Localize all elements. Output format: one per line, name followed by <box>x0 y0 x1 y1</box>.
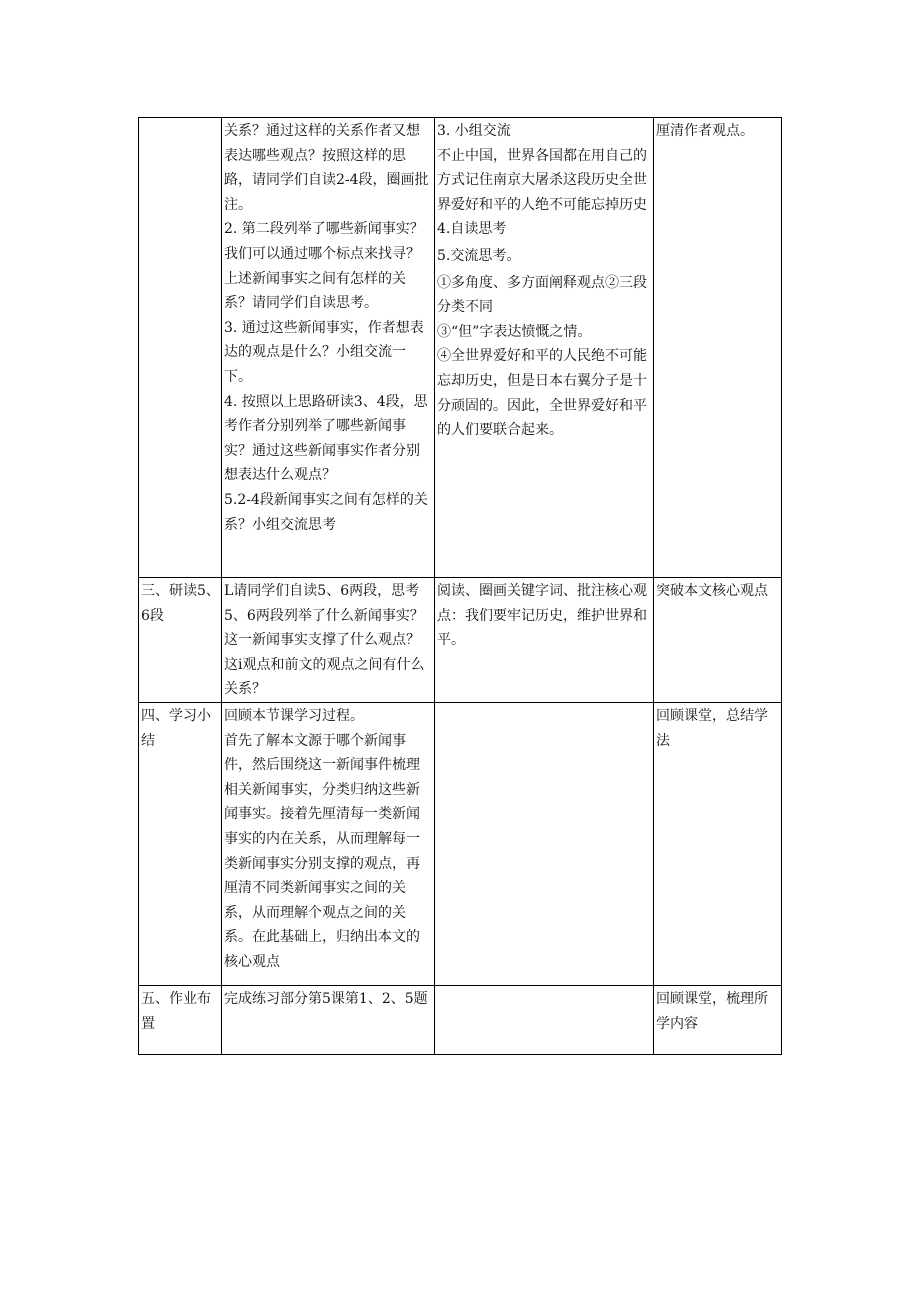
stage-cell <box>139 118 222 578</box>
teacher-step-text: 2. 第二段列举了哪些新闻事实？我们可以通过哪个标点来找寻？上述新闻事实之间有怎样的关系？请同学们自读思考。 <box>224 221 424 312</box>
design-intent-cell: 回顾课堂，总结学法 <box>654 702 782 985</box>
table-row <box>139 578 782 703</box>
design-intent-cell: 回顾课堂，梳理所学内容 <box>654 985 782 1054</box>
summary-body-text: 首先了解本文源于哪个新闻事件，然后围绕这一新闻事件梳理相关新闻事实，分类归纳这些新闻事实。接着先厘清每一类新闻事实的内在关系，从而理解每一类新闻事实分别支撑的观点，再厘清不同类新闻事实之间的关系，从而理解个观点之间的关系。在此基础上，归纳出本文的核心观点 <box>224 732 420 970</box>
design-intent-cell: 厘清作者观点。 <box>654 118 782 578</box>
teacher-step-text: 4. 按照以上思路研读3、4段，思考作者分别列举了哪些新闻事实？通过这些新闻事实作者分别想表达什么观点？ <box>224 393 428 484</box>
lesson-plan-table <box>138 117 782 1055</box>
stage-cell: 三、研读5、6段 <box>139 578 222 703</box>
teacher-step-text: 3. 通过这些新闻事实，作者想表达的观点是什么？小组交流一下。 <box>224 319 424 385</box>
teacher-activity-cell: L请同学们自读5、6两段，思考5、6两段列举了什么新闻事实？这一新闻事实支撑了什么观点？这i观点和前文的观点之间有什么关系？ <box>222 578 435 703</box>
student-activity-cell <box>435 118 654 578</box>
student-step-text: ①多角度、多方面阐释观点②三段分类不同 <box>437 274 647 316</box>
table-row <box>139 118 782 578</box>
student-step-text: 不止中国，世界各国都在用自己的方式记住南京大屠杀这段历史全世界爱好和平的人绝不可能忘掉历史 <box>437 147 647 213</box>
teacher-step-text: 关系？通过这样的关系作者又想表达哪些观点？按照这样的思路，请同学们自读2-4段，圈画批注。 <box>224 123 429 213</box>
student-step-text: 5.交流思考。 <box>437 247 521 264</box>
summary-intro-text: 回顾本节课学习过程。 <box>224 707 364 724</box>
teacher-activity-cell: 完成练习部分第5课第1、2、5题 <box>222 985 435 1054</box>
student-step-text: ④全世界爱好和平的人民绝不可能忘却历史，但是日本右翼分子是十分顽固的。因此，全世界爱好和平的人们要联合起来。 <box>437 348 647 439</box>
design-intent-cell: 突破本文核心观点 <box>654 578 782 703</box>
stage-cell: 五、作业布置 <box>139 985 222 1054</box>
teacher-step-text: 5.2-4段新闻事实之间有怎样的关系？小组交流思考 <box>224 491 428 533</box>
student-activity-cell <box>435 985 654 1054</box>
table-row <box>139 702 782 985</box>
table-row <box>139 985 782 1054</box>
student-activity-cell <box>435 702 654 985</box>
stage-cell: 四、学习小结 <box>139 702 222 985</box>
student-activity-cell: 阅读、圈画关键字词、批注核心观点：我们要牢记历史，维护世界和平。 <box>435 578 654 703</box>
student-step-text: 4.自读思考 <box>437 221 507 238</box>
student-step-text: 3. 小组交流 <box>437 123 511 139</box>
teacher-activity-cell <box>222 702 435 985</box>
student-step-text: ③“但”字表达愤慨之情。 <box>437 323 592 340</box>
teacher-activity-cell <box>222 118 435 578</box>
